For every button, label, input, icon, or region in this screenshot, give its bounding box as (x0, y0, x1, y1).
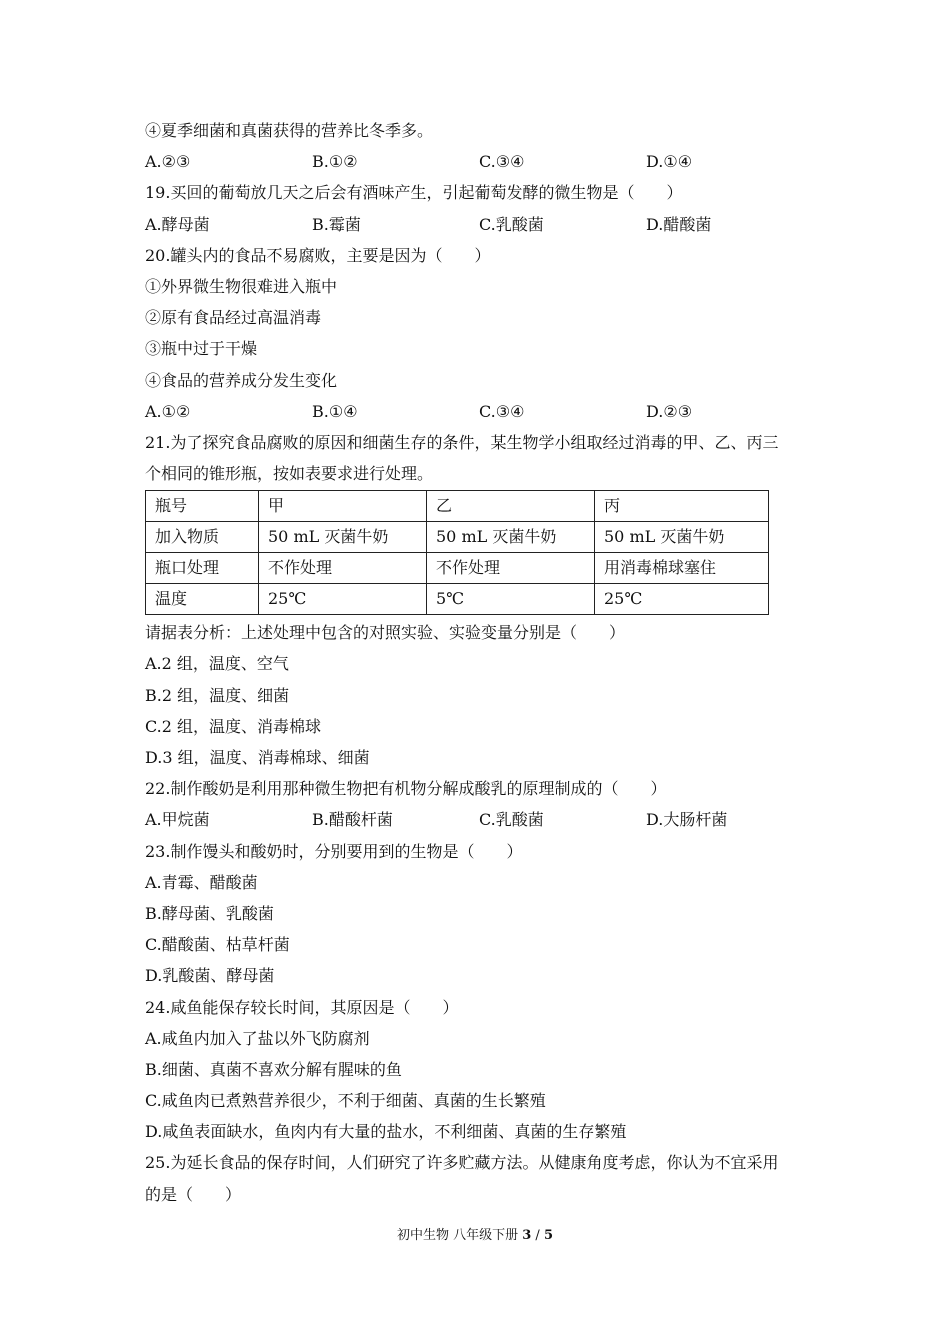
q21-option-c: C.2 组，温度、消毒棉球 (145, 716, 322, 736)
q19-option-c: C.乳酸菌 (479, 214, 544, 234)
q22-stem: 22.制作酸奶是利用那种微生物把有机物分解成酸乳的原理制成的（ ） (145, 779, 667, 799)
q23-option-b: B.酵母菌、乳酸菌 (145, 903, 274, 923)
footer-label: 初中生物 八年级下册 (396, 1228, 523, 1243)
q24-option-d: D.咸鱼表面缺水，鱼肉内有大量的盐水，不利细菌、真菌的生存繁殖 (145, 1122, 627, 1142)
q24-stem: 24.咸鱼能保存较长时间，其原因是（ ） (145, 997, 459, 1017)
q20-item-2: ②原有食品经过高温消毒 (145, 308, 322, 328)
q23-stem: 23.制作馒头和酸奶时，分别要用到的生物是（ ） (145, 841, 523, 861)
table-cell: 50 mL 灭菌牛奶 (259, 522, 427, 553)
q18-options (145, 146, 813, 177)
q18-option-a: A.②③ (145, 152, 191, 172)
table-cell: 50 mL 灭菌牛奶 (595, 522, 769, 553)
table-cell: 温度 (146, 584, 259, 615)
q21-option-b: B.2 组，温度、细菌 (145, 685, 290, 705)
q22-option-c: C.乳酸菌 (479, 810, 544, 830)
table-cell: 50 mL 灭菌牛奶 (427, 522, 595, 553)
question-content (145, 115, 813, 1210)
q20-option-c: C.③④ (479, 401, 525, 421)
q25-stem-line-1: 25.为延长食品的保存时间，人们研究了许多贮藏方法。从健康角度考虑，你认为不宜采用 (145, 1153, 779, 1173)
q18-option-d: D.①④ (646, 152, 693, 172)
q20-option-b: B.①④ (312, 401, 358, 421)
table-cell: 瓶口处理 (146, 553, 259, 584)
page-number: 3 (522, 1228, 532, 1243)
page-separator: / (531, 1228, 544, 1243)
q23-option-d: D.乳酸菌、酵母菌 (145, 966, 275, 986)
q20-option-a: A.①② (145, 401, 191, 421)
q20-item-3: ③瓶中过于干燥 (145, 339, 258, 359)
table-cell: 甲 (259, 491, 427, 522)
q24-option-a: A.咸鱼内加入了盐以外飞防腐剂 (145, 1028, 370, 1048)
table-cell: 不作处理 (259, 553, 427, 584)
q20-options (145, 396, 813, 427)
q20-item-4: ④食品的营养成分发生变化 (145, 370, 338, 390)
q24-option-b: B.细菌、真菌不喜欢分解有腥味的鱼 (145, 1059, 402, 1079)
q18-option-c: C.③④ (479, 152, 525, 172)
q20-option-d: D.②③ (646, 401, 693, 421)
table-cell: 用消毒棉球塞住 (595, 553, 769, 584)
table-cell: 25℃ (595, 584, 769, 615)
q22-option-d: D.大肠杆菌 (646, 810, 728, 830)
q24-option-c: C.咸鱼肉已煮熟营养很少，不利于细菌、真菌的生长繁殖 (145, 1091, 546, 1111)
table-row (146, 522, 769, 553)
q19-option-b: B.霉菌 (312, 214, 361, 234)
q21-question: 请据表分析：上述处理中包含的对照实验、实验变量分别是（ ） (145, 623, 626, 643)
q22-option-b: B.醋酸杆菌 (312, 810, 393, 830)
q23-option-a: A.青霉、醋酸菌 (145, 872, 258, 892)
q25-stem-line-2: 的是（ ） (145, 1184, 242, 1204)
q20-stem: 20.罐头内的食品不易腐败，主要是因为（ ） (145, 245, 491, 265)
q20-item-1: ①外界微生物很难进入瓶中 (145, 276, 338, 296)
q21-stem-line-2: 个相同的锥形瓶，按如表要求进行处理。 (145, 464, 434, 484)
q22-option-a: A.甲烷菌 (145, 810, 210, 830)
table-row (146, 491, 769, 522)
table-row (146, 553, 769, 584)
table-cell: 瓶号 (146, 491, 259, 522)
q23-option-c: C.醋酸菌、枯草杆菌 (145, 935, 290, 955)
q22-options (145, 804, 813, 835)
table-cell: 加入物质 (146, 522, 259, 553)
table-cell: 丙 (595, 491, 769, 522)
q18-item-4: ④夏季细菌和真菌获得的营养比冬季多。 (145, 121, 434, 140)
page-footer (0, 1224, 950, 1243)
q21-option-a: A.2 组，温度、空气 (145, 654, 289, 674)
table-cell: 不作处理 (427, 553, 595, 584)
q19-stem: 19.买回的葡萄放几天之后会有酒味产生，引起葡萄发酵的微生物是（ ） (145, 183, 683, 203)
experiment-table (145, 490, 769, 615)
table-cell: 乙 (427, 491, 595, 522)
page-total: 5 (543, 1228, 553, 1243)
q19-options (145, 209, 813, 240)
q21-option-d: D.3 组，温度、消毒棉球、细菌 (145, 748, 370, 767)
q19-option-d: D.醋酸菌 (646, 214, 712, 234)
q18-option-b: B.①② (312, 152, 358, 172)
table-row (146, 584, 769, 615)
q19-option-a: A.酵母菌 (145, 214, 210, 234)
table-cell: 25℃ (259, 584, 427, 615)
q21-stem-line-1: 21.为了探究食品腐败的原因和细菌生存的条件，某生物学小组取经过消毒的甲、乙、丙三 (145, 432, 779, 452)
table-cell: 5℃ (427, 584, 595, 615)
